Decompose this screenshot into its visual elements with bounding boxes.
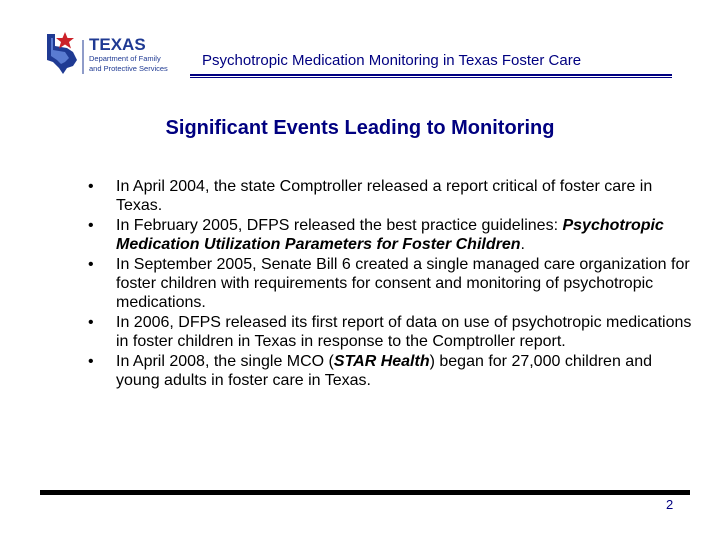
bullet-text-end: .: [520, 236, 525, 253]
program-name: STAR Health: [333, 353, 430, 370]
bullet-item: [88, 313, 698, 351]
bullet-list: [88, 177, 698, 391]
page-number: 2: [666, 497, 674, 512]
star-icon: [56, 32, 74, 49]
bullet-icon: •: [88, 217, 94, 234]
bullet-text: In February 2005, DFPS released the best practice guidelines:: [116, 217, 563, 234]
bullet-item: [88, 352, 698, 390]
bullet-text: In April 2004, the state Comptroller released a report critical of foster care in Texas.: [116, 178, 653, 214]
slide-title: Significant Events Leading to Monitoring: [165, 117, 555, 139]
bullet-item: [88, 177, 698, 215]
bullet-item: [88, 216, 698, 254]
logo-line-1: Department of Family: [89, 54, 161, 63]
header-divider: [190, 74, 672, 76]
bullet-text: In April 2008, the single MCO (: [116, 353, 334, 370]
bullet-text: In September 2005, Senate Bill 6 created a single managed care organization for foster children with requirements for consent and monitoring of psychotropic medications.: [116, 256, 690, 311]
logo-line-2: and Protective Services: [89, 64, 168, 73]
dfps-logo: [43, 30, 183, 78]
bullet-text-end: ) began for 27,000 children and young adults in foster care in Texas.: [116, 353, 652, 389]
bullet-icon: •: [88, 353, 94, 370]
bullet-item: [88, 255, 698, 312]
bullet-icon: •: [88, 178, 94, 195]
logo-word: TEXAS: [89, 35, 146, 54]
header-divider-thin: [190, 77, 672, 78]
header-title: Psychotropic Medication Monitoring in Texas Foster Care: [202, 52, 582, 69]
footer-divider: [40, 490, 690, 495]
guideline-title: Psychotropic Medication Utilization Parameters for Foster Children: [116, 217, 664, 253]
bullet-icon: •: [88, 256, 94, 273]
bullet-text: In 2006, DFPS released its first report of data on use of psychotropic medications in foster children in Texas in response to the Comptroller report.: [116, 314, 692, 350]
bullet-icon: •: [88, 314, 94, 331]
